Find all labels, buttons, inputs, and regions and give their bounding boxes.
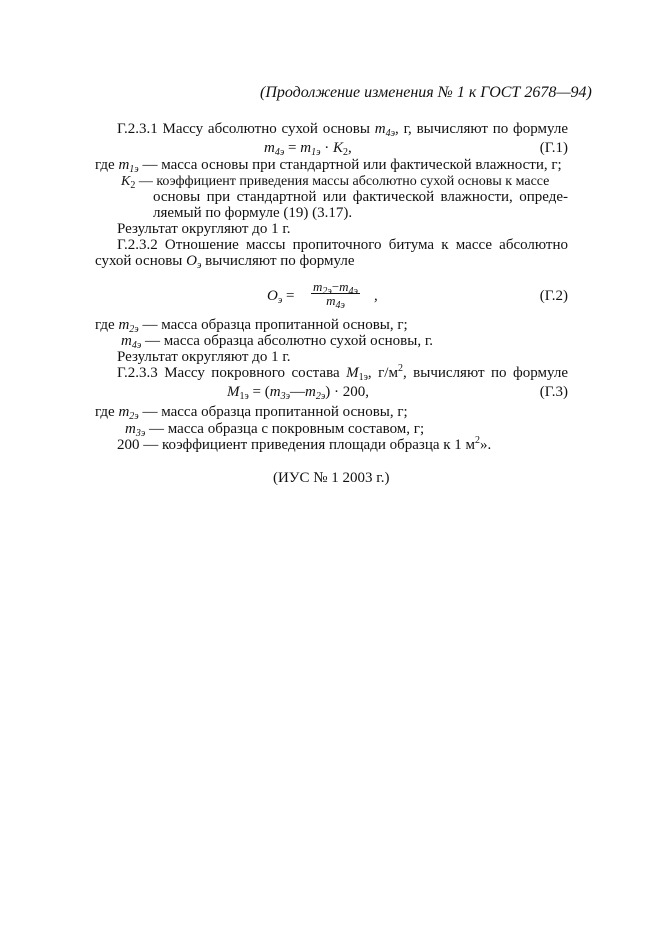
where-k2-line3: ляемый по формуле (19) (3.17). [153, 205, 353, 221]
amendment-source: (ИУС № 1 2003 г.) [273, 470, 390, 486]
where-m2e: где $m_{2э}$ — масса образца пропитанной основы, г; [95, 317, 408, 335]
where-m1e: где $m_{1э}$ — масса основы при стандартной или фактической влажности, г; [95, 157, 562, 175]
where-k2-line1: $K_2$ — коэффициент приведения массы абсолютно сухой основы к массе [121, 174, 550, 191]
where-m3e: $m_{3э}$ — масса образца с покровным составом, г; [125, 421, 425, 439]
formula-g3: $M_{1э}$ = $(m_{3э}—m_{2э}) \cdot 200$, (Г.3) [227, 384, 568, 402]
page-header: (Продолжение изменения № 1 к ГОСТ 2678—94) [260, 84, 592, 101]
formula-g2: $O_э$ = $m_{2э}-m_{4э}$ $m_{4э}$ , (Г.2) [267, 279, 568, 311]
result-g232: Результат округляют до 1 г. [117, 349, 291, 365]
para-g232-line1: Г.2.3.2 Отношение массы пропиточного битума к массе абсолютно [117, 237, 568, 253]
fraction-g2: $m_{2э}-m_{4э}$ $m_{4э}$ [313, 279, 358, 311]
para-g231-intro: Г.2.3.1 Массу абсолютно сухой основы $m_{4э}$, г, вычисляют по формуле [117, 121, 569, 139]
where-m4e: $m_{4э}$ — масса образца абсолютно сухой основы, г. [121, 333, 434, 351]
equation-number-g1: (Г.1) [539, 140, 568, 156]
para-g233-intro: Г.2.3.3 Массу покровного состава $M_{1э}$, $г/м^2$, вычисляют по формуле [117, 363, 568, 383]
formula-g1: $m_{4э} = m_{1э} \cdot K_2$, (Г.1) [264, 140, 568, 158]
equation-number-g2: (Г.2) [539, 288, 568, 304]
equation-number-g3: (Г.3) [539, 384, 568, 400]
where-200: 200 — коэффициент приведения площади образца к 1 $м^2$». [117, 435, 492, 453]
para-g232-line2: сухой основы $O_э$ вычисляют по формуле [95, 253, 355, 271]
result-g231: Результат округляют до 1 г. [117, 221, 291, 237]
where-k2-line2: основы при стандартной или фактической влажности, опреде- [153, 189, 568, 205]
where-m2e-2: где $m_{2э}$ — масса образца пропитанной основы, г; [95, 404, 408, 422]
